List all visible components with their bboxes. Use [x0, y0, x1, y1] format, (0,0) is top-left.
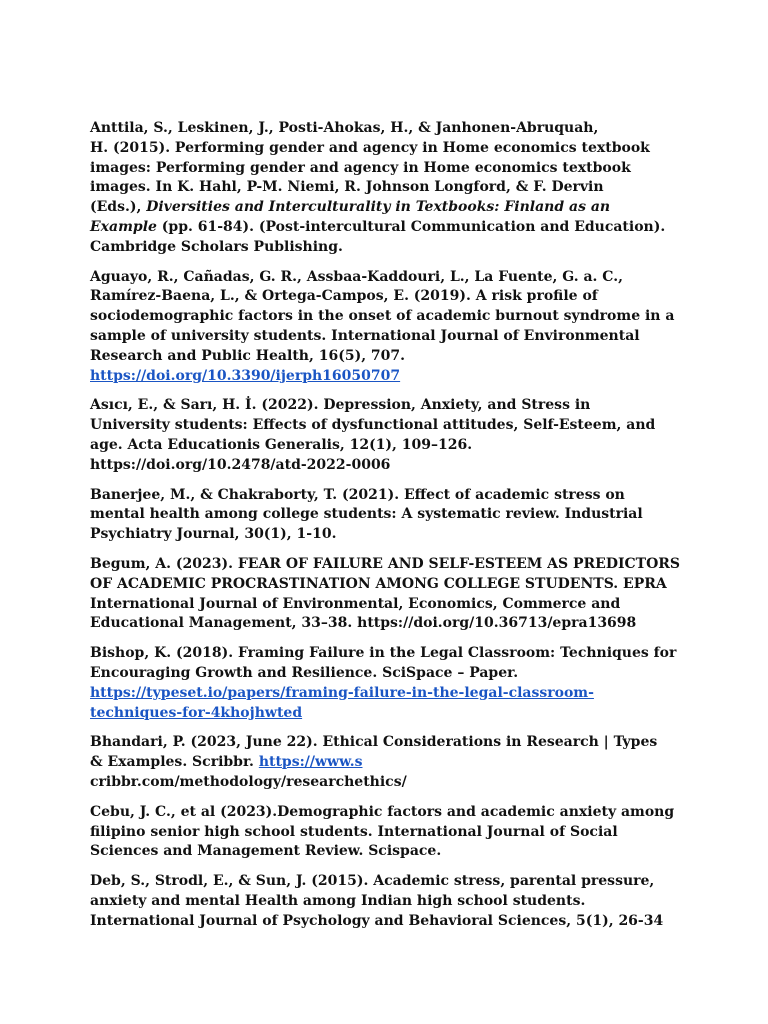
reference-line	[90, 505, 690, 525]
reference-text: Ramírez-Baena, L., & Ortega-Campos, E. (2019). A risk profile of	[90, 288, 598, 305]
reference-list	[90, 119, 690, 941]
reference-text: OF ACADEMIC PROCRASTINATION AMONG COLLEGE STUDENTS. EPRA	[90, 575, 667, 592]
reference-line	[90, 733, 690, 753]
reference-text: Anttila, S., Leskinen, J., Posti-Ahokas, H., & Janhonen-Abruquah,	[90, 120, 599, 136]
reference-text: mental health among college students: A systematic review. Industrial	[90, 506, 643, 523]
reference-line	[90, 773, 690, 793]
reference-text: International Journal of Environmental, Economics, Commerce and	[90, 595, 621, 612]
reference-line	[90, 456, 690, 476]
reference-text: Cambridge Scholars Publishing.	[90, 238, 343, 255]
reference-line	[90, 525, 690, 545]
reference-line	[90, 268, 690, 288]
reference-text: sociodemographic factors in the onset of academic burnout syndrome in a	[90, 308, 675, 325]
reference-text: Asıcı, E., & Sarı, H. İ. (2022). Depression, Anxiety, and Stress in	[90, 397, 591, 414]
reference-text: images. In K. Hahl, P-M. Niemi, R. Johnson Longford, & F. Dervin	[90, 179, 604, 196]
reference-title-italic: Example	[90, 218, 157, 235]
reference-text: anxiety and mental Health among Indian high school students.	[90, 892, 586, 909]
reference-line	[90, 912, 690, 932]
reference-text: age. Acta Educationis Generalis, 12(1), 109–126.	[90, 436, 473, 453]
reference-text: sample of university students. International Journal of Environmental	[90, 327, 640, 344]
reference-line	[90, 704, 690, 724]
reference-text: (pp. 61-84). (Post-intercultural Communication and Education).	[156, 218, 666, 235]
reference-line	[90, 218, 690, 238]
reference-line	[90, 595, 690, 615]
reference-text: & Examples. Scribbr.	[90, 754, 259, 771]
reference-text: Cebu, J. C., et al (2023).Demographic factors and academic anxiety among	[90, 803, 675, 820]
reference-text: Bhandari, P. (2023, June 22). Ethical Considerations in Research | Types	[90, 734, 658, 751]
reference-line	[90, 327, 690, 347]
reference-line	[90, 872, 690, 892]
reference-text: Encouraging Growth and Resilience. SciSpace – Paper.	[90, 664, 519, 681]
reference-line	[90, 684, 690, 704]
reference-line	[90, 198, 690, 218]
reference-text: Aguayo, R., Cañadas, G. R., Assbaa-Kaddouri, L., La Fuente, G. a. C.,	[90, 268, 623, 285]
reference-line	[90, 575, 690, 595]
reference-text: filipino senior high school students. International Journal of Social	[90, 823, 618, 840]
reference-text: (Eds.),	[90, 199, 147, 216]
reference-entry	[90, 268, 690, 387]
reference-text: Deb, S., Strodl, E., & Sun, J. (2015). Academic stress, parental pressure,	[90, 873, 655, 890]
reference-text: University students: Effects of dysfunctional attitudes, Self-Esteem, and	[90, 417, 656, 434]
reference-link[interactable]: techniques-for-4khojhwted	[90, 704, 303, 721]
reference-entry	[90, 555, 690, 634]
reference-line	[90, 842, 690, 862]
reference-line	[90, 555, 690, 575]
reference-text: Sciences and Management Review. Scispace.	[90, 843, 442, 860]
reference-line	[90, 753, 690, 773]
reference-line	[90, 307, 690, 327]
reference-line	[90, 159, 690, 179]
reference-entry	[90, 486, 690, 545]
reference-link[interactable]: https://typeset.io/papers/framing-failure-in-the-legal-classroom-	[90, 684, 594, 701]
reference-text: H. (2015). Performing gender and agency in Home economics textbook	[90, 139, 650, 156]
reference-entry	[90, 119, 690, 258]
reference-line	[90, 238, 690, 258]
reference-line	[90, 664, 690, 684]
reference-line	[90, 347, 690, 367]
reference-line	[90, 644, 690, 664]
reference-link[interactable]: https://doi.org/10.3390/ijerph16050707	[90, 367, 401, 384]
reference-line	[90, 416, 690, 436]
reference-text: Banerjee, M., & Chakraborty, T. (2021). Effect of academic stress on	[90, 486, 625, 503]
reference-entry	[90, 396, 690, 475]
reference-line	[90, 396, 690, 416]
reference-text: images: Performing gender and agency in Home economics textbook	[90, 159, 631, 176]
reference-text: https://doi.org/10.2478/atd-2022-0006	[90, 456, 391, 473]
reference-line	[90, 486, 690, 506]
reference-line	[90, 119, 690, 139]
reference-text: Educational Management, 33–38. https://doi.org/10.36713/epra13698	[90, 615, 637, 632]
reference-entry	[90, 644, 690, 723]
reference-line	[90, 139, 690, 159]
reference-text: International Journal of Psychology and Behavioral Sciences, 5(1), 26-34	[90, 912, 664, 929]
reference-text: Research and Public Health, 16(5), 707.	[90, 347, 406, 364]
reference-entry	[90, 733, 690, 792]
reference-line	[90, 803, 690, 823]
reference-line	[90, 823, 690, 843]
reference-text: cribbr.com/methodology/researchethics/	[90, 773, 407, 790]
reference-text: Begum, A. (2023). FEAR OF FAILURE AND SELF-ESTEEM AS PREDICTORS	[90, 555, 681, 572]
reference-entry	[90, 872, 690, 931]
reference-line	[90, 178, 690, 198]
reference-line	[90, 367, 690, 387]
reference-line	[90, 436, 690, 456]
reference-text: Psychiatry Journal, 30(1), 1-10.	[90, 526, 337, 543]
reference-title-italic: Diversities and Interculturality in Textbooks: Finland as an	[146, 199, 611, 216]
reference-text: Bishop, K. (2018). Framing Failure in the Legal Classroom: Techniques for	[90, 645, 677, 662]
reference-link[interactable]: https://www.s	[258, 754, 363, 771]
reference-entry	[90, 803, 690, 862]
reference-line	[90, 892, 690, 912]
reference-line	[90, 287, 690, 307]
reference-line	[90, 614, 690, 634]
